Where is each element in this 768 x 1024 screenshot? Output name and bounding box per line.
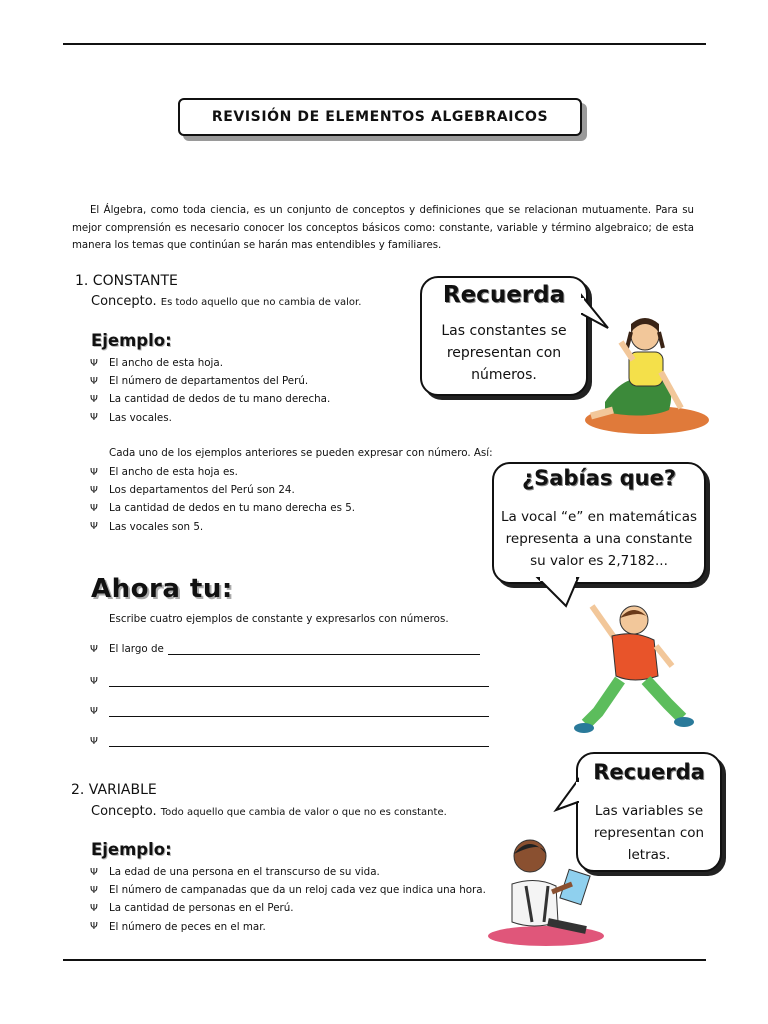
variable-concept — [91, 804, 447, 819]
concept-text: Es todo aquello que no cambia de valor. — [160, 297, 362, 308]
ahora-tu-heading: Ahora tu: — [91, 574, 233, 604]
exercise-instruction: Escribe cuatro ejemplos de constante y expresarlos con números. — [109, 613, 449, 625]
list-item — [90, 881, 486, 899]
psi-bullet-icon: Ψ — [90, 375, 98, 387]
concept-text: Todo aquello que cambia de valor o que no es constante. — [160, 807, 447, 818]
ejemplo-heading: Ejemplo: — [91, 331, 172, 350]
boy-pointing-illustration — [572, 600, 696, 738]
constante-numbers-list — [90, 463, 355, 536]
constante-examples-list — [90, 354, 330, 427]
list-item-text: El ancho de esta hoja es. — [109, 466, 238, 479]
constante-note: Cada uno de los ejemplos anteriores se pueden expresar con número. Así: — [109, 447, 493, 459]
psi-bullet-icon: Ψ — [90, 921, 98, 933]
psi-bullet-icon: Ψ — [90, 884, 98, 896]
variable-examples-list — [90, 863, 486, 936]
top-rule — [63, 43, 706, 45]
list-item — [90, 499, 355, 517]
list-item — [90, 899, 486, 917]
answer-blank[interactable] — [109, 675, 489, 687]
answer-row-4 — [90, 735, 489, 747]
section-variable-heading: 2. VARIABLE — [71, 782, 157, 798]
list-item-text: Las vocales son 5. — [109, 520, 204, 533]
answer-row-3 — [90, 705, 489, 717]
section-constante-heading: 1. CONSTANTE — [75, 273, 178, 289]
list-item-text: La cantidad de personas en el Perú. — [109, 902, 294, 915]
psi-bullet-icon: Ψ — [90, 484, 98, 496]
list-item-text: Las vocales. — [109, 411, 172, 424]
psi-bullet-icon: Ψ — [90, 736, 98, 747]
constante-concept — [91, 294, 361, 309]
bubble-text: Las constantes se representan con números. — [441, 323, 567, 383]
ejemplo-heading: Ejemplo: — [91, 840, 172, 859]
sabias-que-bubble — [492, 462, 706, 584]
bubble-text: La vocal “e” en matemáticas representa a una constante su valor es 2,7182... — [500, 509, 698, 569]
list-item — [90, 463, 355, 481]
list-item — [90, 354, 330, 372]
list-item-text: La cantidad de dedos de tu mano derecha. — [109, 393, 331, 406]
concept-label: Concepto. — [91, 294, 157, 309]
list-item — [90, 518, 355, 536]
list-item — [90, 390, 330, 408]
bottom-rule — [63, 959, 706, 961]
intro-text: El Álgebra, como toda ciencia, es un conjunto de conceptos y definiciones que se relacionan mutuamente. Para su mejor comprensión es necesario conocer los conceptos básicos como: constante, variable y término algebraico; de esta manera los temas que continúan se harán mas entendibles y familiares. — [72, 205, 694, 251]
bubble-heading: ¿Sabías que? — [521, 466, 677, 490]
psi-bullet-icon: Ψ — [90, 393, 98, 405]
psi-bullet-icon: Ψ — [90, 521, 98, 533]
psi-bullet-icon: Ψ — [90, 676, 98, 687]
list-item — [90, 409, 330, 427]
concept-label: Concepto. — [91, 804, 157, 819]
list-item — [90, 918, 486, 936]
answer-blank[interactable] — [168, 643, 480, 655]
page-title: REVISIÓN DE ELEMENTOS ALGEBRAICOS — [178, 98, 582, 136]
bubble-tail — [556, 780, 580, 814]
list-item-text: El número de campanadas que da un reloj cada vez que indica una hora. — [109, 884, 486, 897]
bubble-heading: Recuerda — [442, 282, 566, 308]
list-item-text: El número de peces en el mar. — [109, 920, 266, 933]
intro-paragraph — [72, 202, 694, 255]
answer-row-2 — [90, 675, 489, 687]
list-item-text: La cantidad de dedos en tu mano derecha es 5. — [109, 502, 356, 515]
bubble-heading: Recuerda — [593, 760, 705, 784]
list-item-text: El número de departamentos del Perú. — [109, 375, 309, 388]
psi-bullet-icon: Ψ — [90, 412, 98, 424]
psi-bullet-icon: Ψ — [90, 706, 98, 717]
list-item — [90, 863, 486, 881]
psi-bullet-icon: Ψ — [90, 644, 98, 655]
list-item-text: La edad de una persona en el transcurso de su vida. — [109, 866, 380, 879]
bubble-text: Las variables se representan con letras. — [593, 803, 705, 863]
answer-blank[interactable] — [109, 735, 489, 747]
list-item — [90, 372, 330, 390]
psi-bullet-icon: Ψ — [90, 466, 98, 478]
list-item-text: Los departamentos del Perú son 24. — [109, 484, 295, 497]
psi-bullet-icon: Ψ — [90, 866, 98, 878]
psi-bullet-icon: Ψ — [90, 357, 98, 369]
girl-sitting-illustration — [585, 312, 715, 436]
psi-bullet-icon: Ψ — [90, 902, 98, 914]
recuerda-bubble-constantes — [420, 276, 588, 396]
list-item-text: El ancho de esta hoja. — [109, 357, 223, 370]
answer-prompt: El largo de — [109, 643, 164, 655]
answer-row-1 — [90, 643, 480, 655]
list-item — [90, 481, 355, 499]
answer-blank[interactable] — [109, 705, 489, 717]
psi-bullet-icon: Ψ — [90, 502, 98, 514]
child-writing-illustration — [486, 826, 610, 948]
